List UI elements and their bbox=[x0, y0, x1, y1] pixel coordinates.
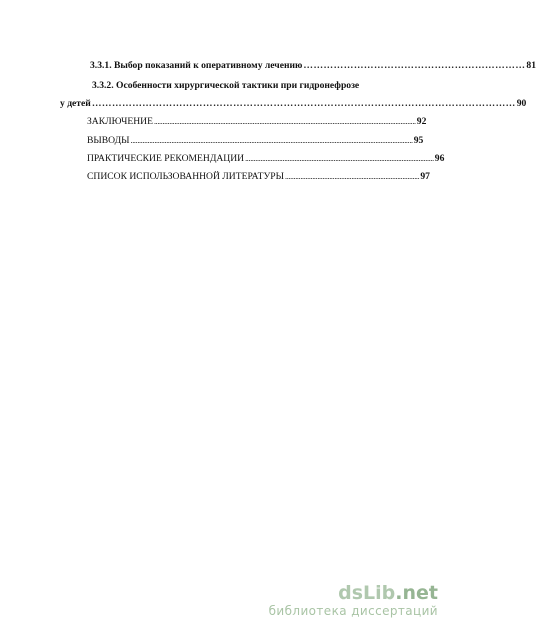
dot-leader: ............................................................................................................... bbox=[245, 154, 434, 163]
toc-page-number: 96 bbox=[434, 153, 445, 164]
watermark-logo bbox=[269, 582, 438, 604]
toc-entry-label: 3.3.2. Особенности хирургической тактики при гидронефрозе bbox=[92, 80, 360, 91]
toc-entry-label: ВЫВОДЫ bbox=[87, 135, 130, 146]
dot-leader: ………………………………………………………… bbox=[303, 60, 526, 71]
toc-entry-label: ЗАКЛЮЧЕНИЕ bbox=[87, 116, 153, 127]
toc-page-number: 81 bbox=[526, 60, 536, 71]
dot-leader: ............................................................................... bbox=[285, 172, 420, 181]
toc-page-number: 90 bbox=[516, 98, 527, 109]
dot-leader: ...................................................................................................................................................................... bbox=[130, 136, 413, 145]
watermark-logo-main: dsLib bbox=[338, 582, 396, 604]
toc-entry-label: ПРАКТИЧЕСКИЕ РЕКОМЕНДАЦИИ bbox=[87, 153, 245, 164]
toc-entry-label: СПИСОК ИСПОЛЬЗОВАННОЙ ЛИТЕРАТУРЫ bbox=[87, 171, 285, 182]
watermark-subtitle: библиотека диссертаций bbox=[268, 604, 438, 618]
toc-entry-label: 3.3.1. Выбор показаний к оперативному лечению bbox=[90, 60, 303, 71]
toc-entry-recommendations[interactable] bbox=[87, 153, 445, 165]
toc-entry-findings[interactable] bbox=[87, 135, 424, 147]
toc-page-number: 97 bbox=[420, 171, 430, 182]
toc-page-number: 95 bbox=[413, 135, 424, 146]
toc-page-number: 92 bbox=[416, 116, 427, 127]
toc-entry-label: у детей bbox=[60, 98, 91, 109]
dslib-watermark[interactable] bbox=[269, 582, 438, 618]
toc-entry-conclusion[interactable] bbox=[87, 116, 427, 128]
dot-leader: .......................................................................................................................................................... bbox=[153, 117, 416, 126]
toc-entry-bibliography[interactable] bbox=[87, 171, 430, 183]
toc-entry-3-3-2-line2[interactable] bbox=[60, 98, 527, 110]
toc-entry-3-3-1[interactable] bbox=[90, 60, 536, 72]
toc-entry-3-3-2-line1[interactable] bbox=[92, 80, 359, 92]
watermark-logo-tld: .net bbox=[395, 582, 438, 604]
dot-leader: ……………………………………………………………………………………………………………… bbox=[91, 98, 516, 109]
